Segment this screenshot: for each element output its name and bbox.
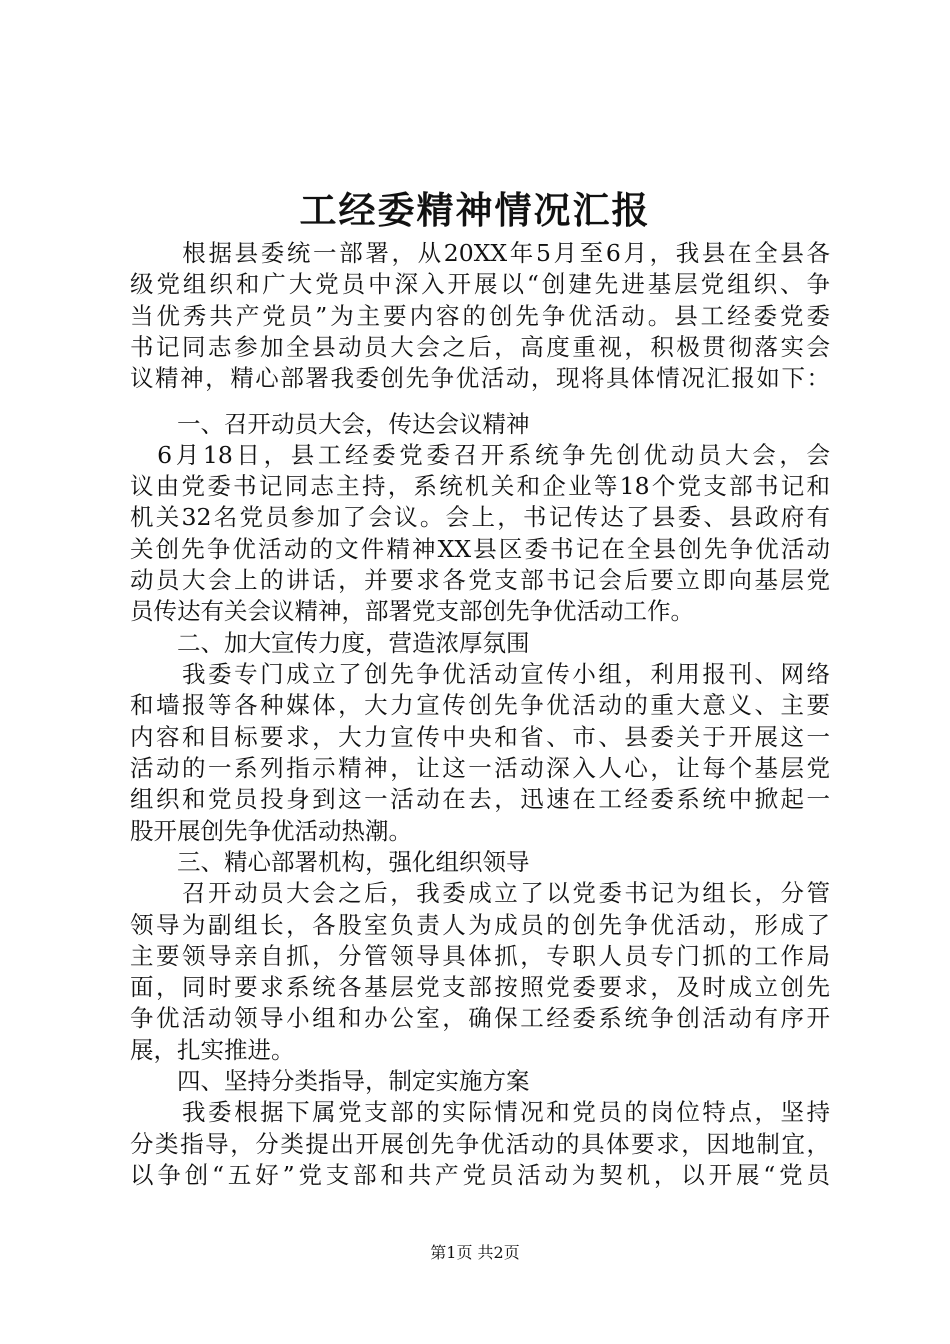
paragraph-line: 书记同志参加全县动员大会之后，高度重视，积极贯彻落实会 [130, 332, 830, 361]
section-heading: 二、加大宣传力度，营造浓厚氛围 [130, 628, 530, 657]
paragraph-line: 级党组织和广大党员中深入开展以“创建先进基层党组织、争 [130, 270, 830, 299]
paragraph-line: 面，同时要求系统各基层党支部按照党委要求，及时成立创先 [130, 973, 830, 1002]
paragraph-line: 以争创“五好”党支部和共产党员活动为契机，以开展“党员 [130, 1161, 830, 1189]
section-heading: 三、精心部署机构，强化组织领导 [130, 847, 530, 876]
page-footer: 第1页 共2页 [430, 1243, 520, 1262]
paragraph-line: 当优秀共产党员”为主要内容的创先争优活动。县工经委党委 [130, 301, 830, 330]
paragraph-line: 动员大会上的讲话，并要求各党支部书记会后要立即向基层党 [130, 566, 830, 595]
paragraph-line: 议由党委书记同志主持，系统机关和企业等18个党支部书记和 [130, 472, 830, 501]
paragraph-line: 机关32名党员参加了会议。会上，书记传达了县委、县政府有 [130, 503, 830, 532]
paragraph-line: 主要领导亲自抓，分管领导具体抓，专职人员专门抓的工作局 [130, 941, 830, 970]
paragraph-line: 我委根据下属党支部的实际情况和党员的岗位特点，坚持 [130, 1098, 830, 1127]
paragraph-line: 展，扎实推进。 [130, 1035, 295, 1064]
paragraph-line: 领导为副组长，各股室负责人为成员的创先争优活动，形成了 [130, 910, 830, 939]
paragraph-line: 组织和党员投身到这一活动在去，迅速在工经委系统中掀起一 [130, 785, 830, 814]
paragraph-line: 内容和目标要求，大力宣传中央和省、市、县委关于开展这一 [130, 722, 830, 751]
paragraph-line: 召开动员大会之后，我委成立了以党委书记为组长，分管 [130, 879, 830, 908]
paragraph-line: 6月18日，县工经委党委召开系统争先创优动员大会，会 [130, 440, 830, 469]
paragraph-line: 股开展创先争优活动热潮。 [130, 816, 412, 845]
paragraph-line: 根据县委统一部署，从20XX年5月至6月，我县在全县各 [130, 239, 830, 267]
paragraph-line: 议精神，精心部署我委创先争优活动，现将具体情况汇报如下： [130, 364, 830, 393]
document-title: 工经委精神情况汇报 [299, 188, 651, 232]
paragraph-line: 我委专门成立了创先争优活动宣传小组，利用报刊、网络 [130, 660, 830, 689]
paragraph-line: 和墙报等各种媒体，大力宣传创先争优活动的重大意义、主要 [130, 691, 830, 720]
section-heading: 一、召开动员大会，传达会议精神 [130, 409, 530, 438]
paragraph-line: 员传达有关会议精神，部署党支部创先争优活动工作。 [130, 597, 694, 626]
paragraph-line: 活动的一系列指示精神，让这一活动深入人心，让每个基层党 [130, 753, 830, 782]
paragraph-line: 关创先争优活动的文件精神XX县区委书记在全县创先争优活动 [130, 534, 830, 563]
section-heading: 四、坚持分类指导，制定实施方案 [130, 1067, 530, 1096]
paragraph-line: 争优活动领导小组和办公室，确保工经委系统争创活动有序开 [130, 1004, 830, 1033]
paragraph-line: 分类指导，分类提出开展创先争优活动的具体要求，因地制宜， [130, 1129, 830, 1158]
